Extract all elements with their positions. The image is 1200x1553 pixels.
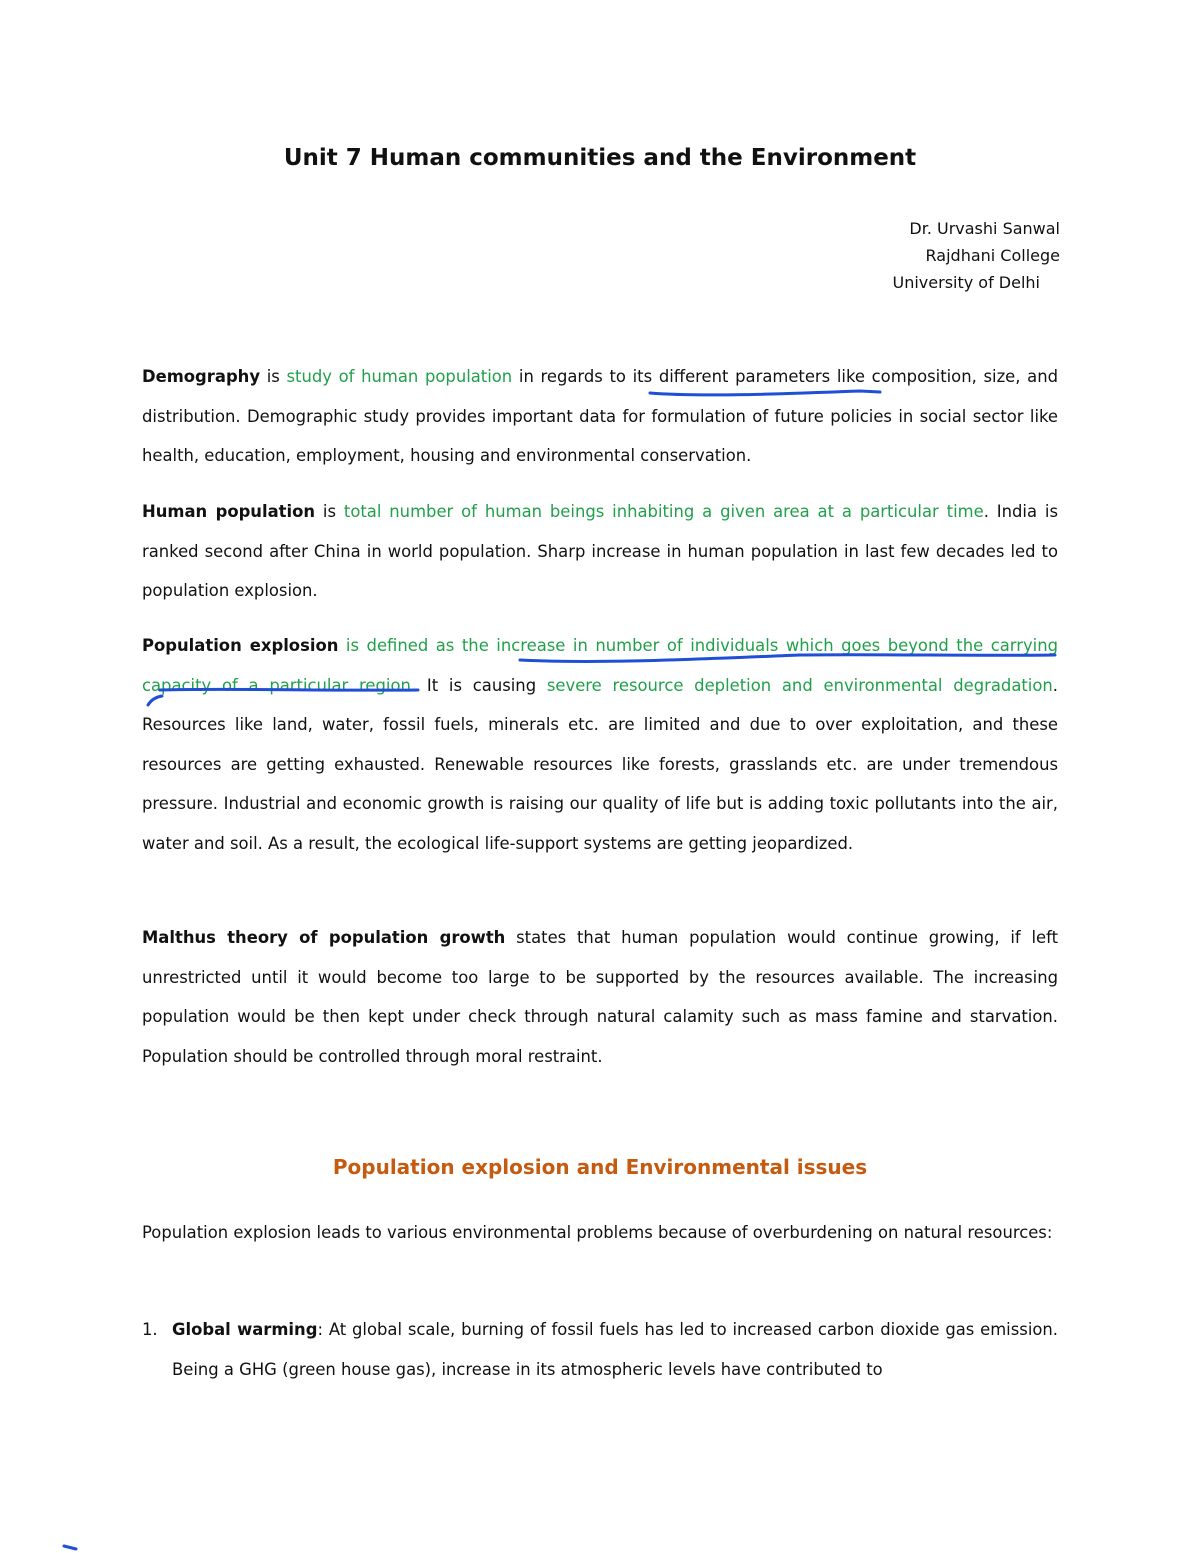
term-population-explosion: Population explosion: [142, 636, 339, 655]
section-intro: Population explosion leads to various environmental problems because of overburdening on natural resources:: [142, 1223, 1053, 1242]
list-number: 1.: [142, 1320, 158, 1339]
author-name: Dr. Urvashi Sanwal: [909, 219, 1060, 238]
paragraph-malthus: Malthus theory of population growth states that human population would continue growing, if left unrestricted until it would become too large to be supported by the resources available. The increasing population would be then kept under check through natural calamity such as mass famine and starvation. Population should be controlled through moral restraint.: [142, 928, 1058, 1066]
term-malthus: Malthus theory of population growth: [142, 928, 506, 947]
term-human-population: Human population: [142, 502, 316, 521]
author-university: University of Delhi: [892, 273, 1040, 292]
paragraph-demography: Demography is study of human population in regards to its different parameters like composition, size, and distribution. Demographic study provides important data for formulation of future policies in social sector like health, education, employment, housing and environmental conservation.: [142, 367, 1058, 466]
effect-population-explosion: severe resource depletion and environmental degradation: [546, 675, 1053, 695]
document-title: Unit 7 Human communities and the Environment: [283, 145, 917, 171]
paragraph-population-explosion: Population explosion is defined as the increase in number of individuals which goes beyond the carrying capacity of a particular region. It is causing severe resource depletion and environmental degradation. Resources like land, water, fossil fuels, minerals etc. are limited and due to over exploitation, and these resources are getting exhausted. Renewable resources like forests, grasslands etc. are under tremendous pressure. Industrial and economic growth is raising our quality of life but is adding toxic pollutants into the air, water and soil. As a result, the ecological life-support systems are getting jeopardized.: [142, 636, 1058, 853]
list-item: 1. Global warming: At global scale, burning of fossil fuels has led to increased carbon dioxide gas emission. Being a GHG (green house gas), increase in its atmospheric levels have contributed to: [172, 1310, 1058, 1389]
ink-mark-bottom: [64, 1546, 76, 1549]
list-term: Global warming: [172, 1320, 318, 1339]
definition-demography: study of human population: [286, 367, 513, 386]
definition-population-explosion: is defined as the increase in number of individuals which goes beyond the carrying capacity of a particular region.: [142, 636, 1058, 695]
paragraph-human-population: Human population is total number of human beings inhabiting a given area at a particular time. India is ranked second after China in world population. Sharp increase in human population in last few decades led to population explosion.: [142, 502, 1058, 601]
definition-human-population: total number of human beings inhabiting a given area at a particular time: [343, 502, 984, 521]
author-block: [893, 215, 1061, 296]
section-heading: Population explosion and Environmental issues: [332, 1155, 868, 1179]
term-demography: Demography: [142, 367, 261, 386]
author-college: Rajdhani College: [925, 246, 1060, 265]
